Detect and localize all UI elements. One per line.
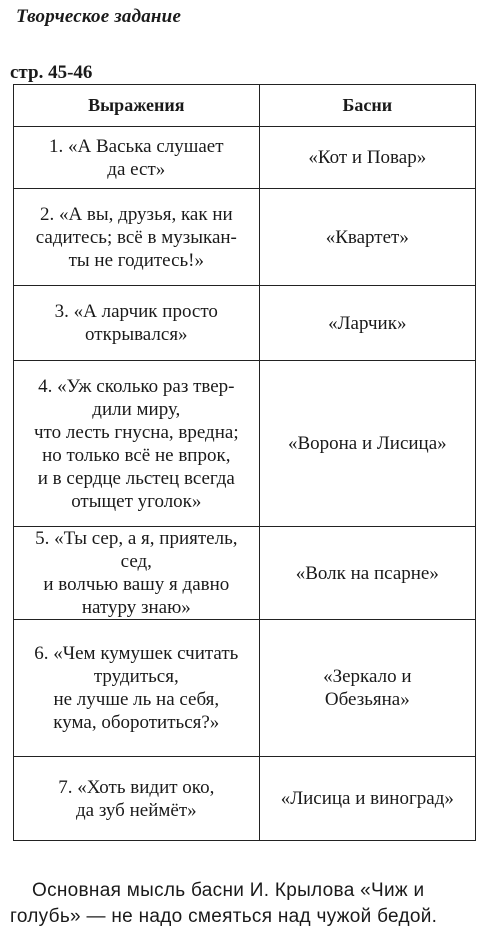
expressions-fables-table	[13, 84, 476, 841]
fable-cell	[259, 286, 475, 361]
expression-cell	[14, 189, 260, 286]
expression-cell	[14, 620, 260, 757]
page-reference: стр. 45-46	[10, 62, 93, 83]
expression-cell	[14, 127, 260, 189]
table-row	[14, 361, 476, 527]
expression-text: 3. «А ларчик просто открывался»	[54, 301, 218, 345]
fable-text: «Квартет»	[325, 226, 409, 248]
fable-cell	[259, 189, 475, 286]
table-row	[14, 620, 476, 757]
table-row	[14, 286, 476, 361]
fable-cell	[259, 620, 475, 757]
table-row	[14, 757, 476, 841]
fable-cell	[259, 127, 475, 189]
expression-text: 4. «Уж сколько раз твер- дили миру, что лесть гнусна, вредна; но только всё не впрок, и в сердце льстец всегда отыщет уголок»	[34, 375, 239, 512]
expression-text: 6. «Чем кумушек считать трудиться, не лучше ль на себя, кума, оборотиться?»	[34, 643, 239, 733]
fable-cell	[259, 527, 475, 620]
fable-cell	[259, 757, 475, 841]
main-idea-paragraph: Основная мысль басни И. Крылова «Чиж и голубь» — не надо смеяться над чужой бедой.	[10, 880, 438, 927]
fable-text: «Волк на псарне»	[295, 562, 439, 584]
expression-cell	[14, 361, 260, 527]
header-fables: Басни	[259, 85, 475, 127]
fable-text: «Ворона и Лисица»	[287, 433, 447, 454]
expression-text: 2. «А вы, друзья, как ни садитесь; всё в музыкан- ты не годитесь!»	[35, 203, 237, 271]
expression-text: 5. «Ты сер, а я, приятель, сед, и волчью вашу я давно натуру знаю»	[35, 528, 238, 618]
header-expressions: Выражения	[14, 85, 260, 127]
expression-text: 1. «А Васька слушает да ест»	[49, 135, 224, 180]
fable-text: «Ларчик»	[328, 312, 407, 334]
table-row	[14, 527, 476, 620]
fable-cell	[259, 361, 475, 527]
expression-text: 7. «Хоть видит око, да зуб неймёт»	[58, 776, 215, 821]
table-header-row	[14, 85, 476, 127]
page-title: Творческое задание	[16, 6, 182, 27]
fable-text: «Лисица и виноград»	[280, 788, 454, 809]
fable-text: «Зеркало и Обезьяна»	[323, 666, 412, 710]
expression-cell	[14, 286, 260, 361]
fable-text: «Кот и Повар»	[308, 147, 427, 168]
expression-cell	[14, 757, 260, 841]
table-row	[14, 127, 476, 189]
table-row	[14, 189, 476, 286]
expression-cell	[14, 527, 260, 620]
